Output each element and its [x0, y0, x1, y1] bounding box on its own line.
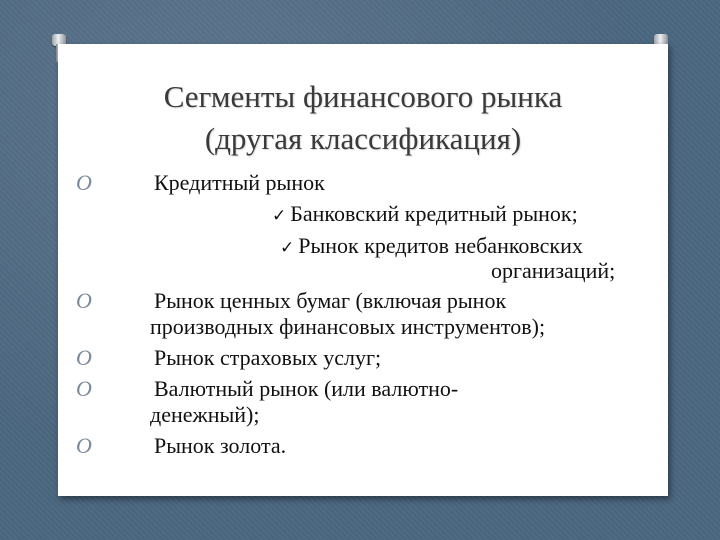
list-subitem-nonbank-credit — [280, 234, 583, 260]
bullet-marker-icon: O — [76, 433, 92, 458]
list-item-securities: Рынок ценных бумаг (включая рынок — [154, 288, 507, 313]
title-line-1: Сегменты финансового рынка — [163, 79, 563, 114]
list-subitem-bank-credit — [272, 202, 578, 228]
title-line-2: (другая классификация) — [204, 121, 522, 156]
checkmark-icon: ✓ — [280, 238, 295, 258]
list-item-gold: Рынок золота. — [154, 433, 287, 458]
checkmark-icon: ✓ — [272, 206, 287, 226]
bullet-marker-icon: O — [76, 376, 92, 401]
list-item-securities-cont: производных финансовых инструментов); — [150, 314, 546, 339]
subitem-label: Рынок кредитов небанковских — [298, 233, 583, 258]
bullet-marker-icon: O — [76, 288, 92, 313]
bullet-marker-icon: O — [76, 345, 92, 370]
list-item-currency-cont: денежный); — [150, 402, 260, 427]
subitem-label: Банковский кредитный рынок; — [290, 201, 578, 226]
list-subitem-nonbank-credit-cont: организаций; — [491, 258, 616, 283]
bullet-marker-icon: O — [76, 170, 92, 195]
list-item-credit-market: Кредитный рынок — [154, 170, 325, 195]
list-item-currency: Валютный рынок (или валютно- — [154, 376, 459, 401]
list-item-insurance: Рынок страховых услуг; — [154, 345, 382, 370]
